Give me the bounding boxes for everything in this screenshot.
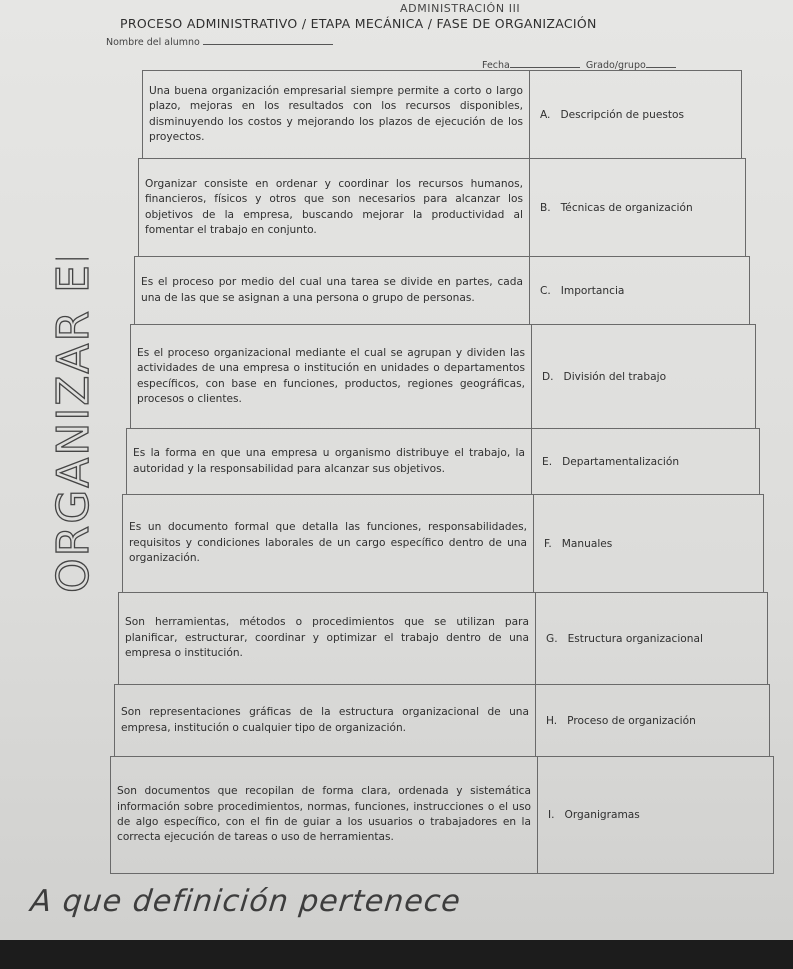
- option-cell: [530, 159, 745, 256]
- course-name: ADMINISTRACIÓN III: [400, 2, 521, 15]
- side-note-text: ORGANIZAR EN ORDEN: [48, 258, 99, 593]
- table-row: [130, 324, 756, 428]
- side-note-drawing: [18, 258, 128, 598]
- student-name-line: [106, 35, 333, 48]
- option-label: Técnicas de organización: [560, 201, 693, 214]
- student-name-label: Nombre del alumno: [106, 37, 200, 48]
- table-row: [114, 684, 770, 756]
- option-cell: [530, 257, 749, 324]
- group-label: Grado/grupo: [585, 60, 646, 71]
- bottom-shadow-bar: [0, 940, 793, 969]
- definition-cell: Es el proceso organizacional mediante el cual se agrupan y dividen las actividades de una empresa o institución en unidades o departamentos específicos, con base en funciones, productos, regiones geográficas, procesos o clientes.: [137, 346, 525, 405]
- option-letter: D.: [542, 370, 554, 383]
- option-cell: [532, 325, 755, 428]
- group-blank[interactable]: [646, 58, 676, 68]
- option-label: Proceso de organización: [567, 714, 696, 727]
- option-cell: [534, 495, 763, 592]
- option-letter: A.: [540, 108, 551, 121]
- table-row: [134, 256, 750, 324]
- option-label: Estructura organizacional: [567, 632, 703, 645]
- definition-cell: Es un documento formal que detalla las funciones, responsabilidades, requisitos y condiciones laborales de un cargo específico dentro de una organización.: [129, 521, 527, 565]
- table-row: [138, 158, 746, 256]
- table-row: [118, 592, 768, 684]
- option-letter: F.: [544, 537, 552, 550]
- definition-cell: Organizar consiste en ordenar y coordinar los recursos humanos, financieros, físicos y otros que son necesarios para alcanzar los objetivos de la empresa, buscando mejorar la productividad al fomentar el trabajo en conjunto.: [145, 177, 523, 236]
- option-cell: [538, 757, 773, 873]
- student-name-blank[interactable]: [203, 35, 333, 45]
- option-label: División del trabajo: [563, 370, 667, 383]
- definition-cell: Una buena organización empresarial siempre permite a corto o largo plazo, mejoras en los resultados con los recursos disponibles, disminuyendo los costos y mejorando los plazos de ejecución de los proyectos.: [149, 84, 523, 143]
- option-cell: [532, 429, 759, 494]
- option-label: Manuales: [561, 537, 613, 550]
- option-letter: C.: [540, 284, 551, 297]
- option-label: Organigramas: [564, 809, 640, 821]
- definition-cell: Son documentos que recopilan de forma clara, ordenada y sistemática información sobre procedimientos, normas, funciones, instrucciones o el uso de algo específico, con el fin de guiar a los usuarios o trabajadores en la correcta ejecución de tareas o uso de herramientas.: [117, 785, 531, 844]
- option-letter: H.: [546, 714, 558, 727]
- page-title: PROCESO ADMINISTRATIVO / ETAPA MECÁNICA / FASE DE ORGANIZACIÓN: [120, 16, 597, 31]
- table-row: [142, 70, 742, 158]
- option-letter: E.: [542, 455, 553, 468]
- option-label: Departamentalización: [562, 455, 680, 468]
- date-blank[interactable]: [510, 58, 580, 68]
- table-row: [126, 428, 760, 494]
- option-label: Descripción de puestos: [560, 108, 685, 121]
- option-cell: [536, 685, 769, 756]
- handwritten-side-note: [18, 258, 128, 598]
- definition-cell: Es el proceso por medio del cual una tarea se divide en partes, cada una de las que se asignan a una persona o grupo de personas.: [141, 276, 523, 304]
- option-cell: [536, 593, 767, 684]
- table-row: [110, 756, 774, 874]
- option-cell: [530, 71, 741, 158]
- table-row: [122, 494, 764, 592]
- definition-cell: Es la forma en que una empresa u organismo distribuye el trabajo, la autoridad y la responsabilidad para alcanzar sus objetivos.: [133, 447, 525, 475]
- handwritten-footer-question: A que definición pertenece: [28, 884, 463, 919]
- option-label: Importancia: [560, 284, 625, 297]
- option-letter: G.: [546, 632, 558, 645]
- definition-cell: Son representaciones gráficas de la estructura organizacional de una empresa, institución o cualquier tipo de organización.: [121, 706, 529, 734]
- option-letter: I.: [548, 809, 555, 821]
- option-letter: B.: [540, 201, 551, 214]
- definition-cell: Son herramientas, métodos o procedimientos que se utilizan para planificar, estructurar, coordinar y optimizar el trabajo dentro de una empresa o institución.: [125, 616, 529, 660]
- date-label: Fecha: [482, 60, 510, 71]
